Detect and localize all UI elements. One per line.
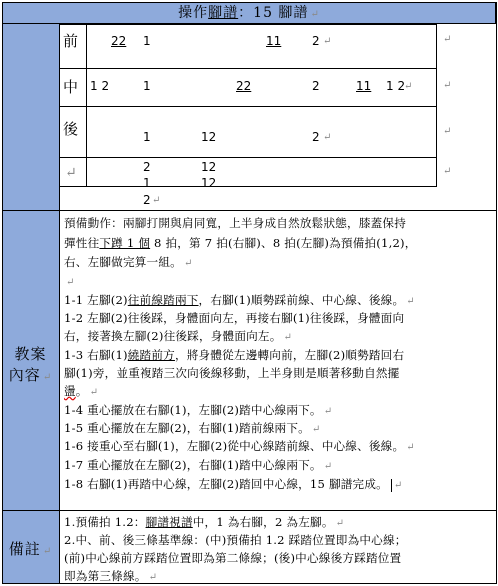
text-line: 1-2 左腳(2)往後踩，身體面向左，再接右腳(1)往後踩，身體面向 — [64, 311, 405, 325]
step-number: 2 — [312, 130, 320, 144]
step-number: 22 — [236, 79, 252, 93]
teaching-label — [2, 343, 59, 385]
teaching-label-line2: 內容 ↵ — [8, 366, 53, 384]
step-number: 12 — [201, 160, 217, 174]
note-line: (前)中心線前方踩踏位置即為第二條線；(後)中心線後方踩踏位置 — [64, 551, 402, 565]
return-mark-icon: ↵ — [323, 36, 332, 47]
return-mark-icon: ↵ — [152, 195, 161, 206]
step-number: 1 — [143, 176, 151, 190]
return-mark-icon: ↵ — [65, 165, 77, 181]
row-front — [59, 24, 437, 68]
text-line: 盪。 ↵ — [64, 384, 99, 398]
return-mark-icon: ↵ — [323, 132, 332, 143]
step-number: 11 — [266, 34, 282, 48]
step-number: 1 2 — [386, 79, 406, 93]
step-number: 22 — [111, 34, 127, 48]
text-line: 1-5 重心擺放在左腳(2)，右腳(1)踏前線兩下。 ↵ — [64, 421, 321, 435]
step-number: 2 — [312, 79, 320, 93]
step-number: 1 — [143, 79, 151, 93]
teaching-label-line1: 教案 — [14, 345, 47, 363]
sequence-label-column — [2, 24, 59, 210]
row-label-front: 前 — [63, 32, 79, 50]
text-line: 腳(1)旁，並重複踏三次向後線移動，上半身則是順著移動自然擺 — [64, 366, 400, 380]
title-suffix: ：15 腳譜 — [238, 5, 309, 21]
row-label-back: 後 — [63, 120, 79, 138]
text-line: 彈性往下蹲 1 個 8 拍，第 7 拍(右腳)、8 拍(左腳)為預備拍(1,2)， — [64, 236, 417, 250]
title-prefix: 操作 — [178, 5, 209, 21]
step-number: 2 — [312, 34, 320, 48]
return-mark-icon: ↵ — [404, 81, 413, 92]
note-line: 2.中、前、後三條基準線：(中)預備拍 1.2 踩踏位置即為中心線； — [64, 533, 407, 547]
return-mark-icon: ↵ — [310, 9, 320, 20]
step-number: 1 2 — [90, 79, 110, 93]
text-line: 1-4 重心擺放在右腳(1)，左腳(2)踏中心線兩下。 ↵ — [64, 403, 333, 417]
text-line: 1-7 重心擺放在左腳(2)，右腳(1)踏中心線兩下。 ↵ — [64, 458, 333, 472]
note-line: 即為第三條線。 ↵ — [64, 569, 158, 583]
text-line: 右、左腳做完算一組。 ↵ — [64, 255, 193, 269]
text-line: 1-3 右腳(1)繞踏前方，將身體從左邊轉向前，左腳(2)順勢踏回右 — [64, 348, 405, 362]
text-line: 1-8 右腳(1)再踏中心線，左腳(2)踏回中心線，15 腳譜完成。 ↵ — [64, 477, 403, 491]
text-line-blank: ↵ — [66, 277, 75, 288]
row-middle — [59, 68, 437, 106]
step-number: 12 — [201, 176, 217, 190]
row-label-middle: 中 — [63, 78, 79, 96]
notes-label: 備註 ↵ — [8, 540, 53, 558]
step-number: 12 — [201, 130, 217, 144]
step-number: 1 — [143, 34, 151, 48]
row-extra — [59, 157, 437, 210]
title-underlined: 腳譜 — [208, 5, 239, 21]
step-number: 2 — [143, 193, 151, 207]
text-cursor — [391, 479, 392, 492]
text-line: 預備動作：兩腳打開與肩同寬，上半身成自然放鬆狀態，膝蓋保持 — [64, 216, 407, 230]
row-end-mark-icon: ↵ — [443, 126, 452, 137]
row-end-mark-icon: ↵ — [443, 34, 452, 45]
note-line: 1.預備拍 1.2：腳譜視譜中，1 為右腳，2 為左腳。 ↵ — [64, 515, 345, 529]
text-line: 右，接著換左腳(2)往後踩，身體面向左。 ↵ — [64, 329, 293, 343]
page-title — [2, 2, 496, 24]
step-number: 2 — [143, 160, 151, 174]
text-line: 1-6 接重心至右腳(1)，左腳(2)從中心線踏前線、中心線、後線。 ↵ — [64, 439, 415, 453]
row-end-mark-icon: ↵ — [443, 166, 452, 177]
row-back — [59, 106, 437, 157]
text-line: 1-1 左腳(2)往前線踏兩下，右腳(1)順勢踩前線、中心線、後線。 ↵ — [64, 293, 415, 307]
row-end-mark-icon: ↵ — [443, 80, 452, 91]
step-number: 1 — [143, 130, 151, 144]
step-number: 11 — [356, 79, 372, 93]
